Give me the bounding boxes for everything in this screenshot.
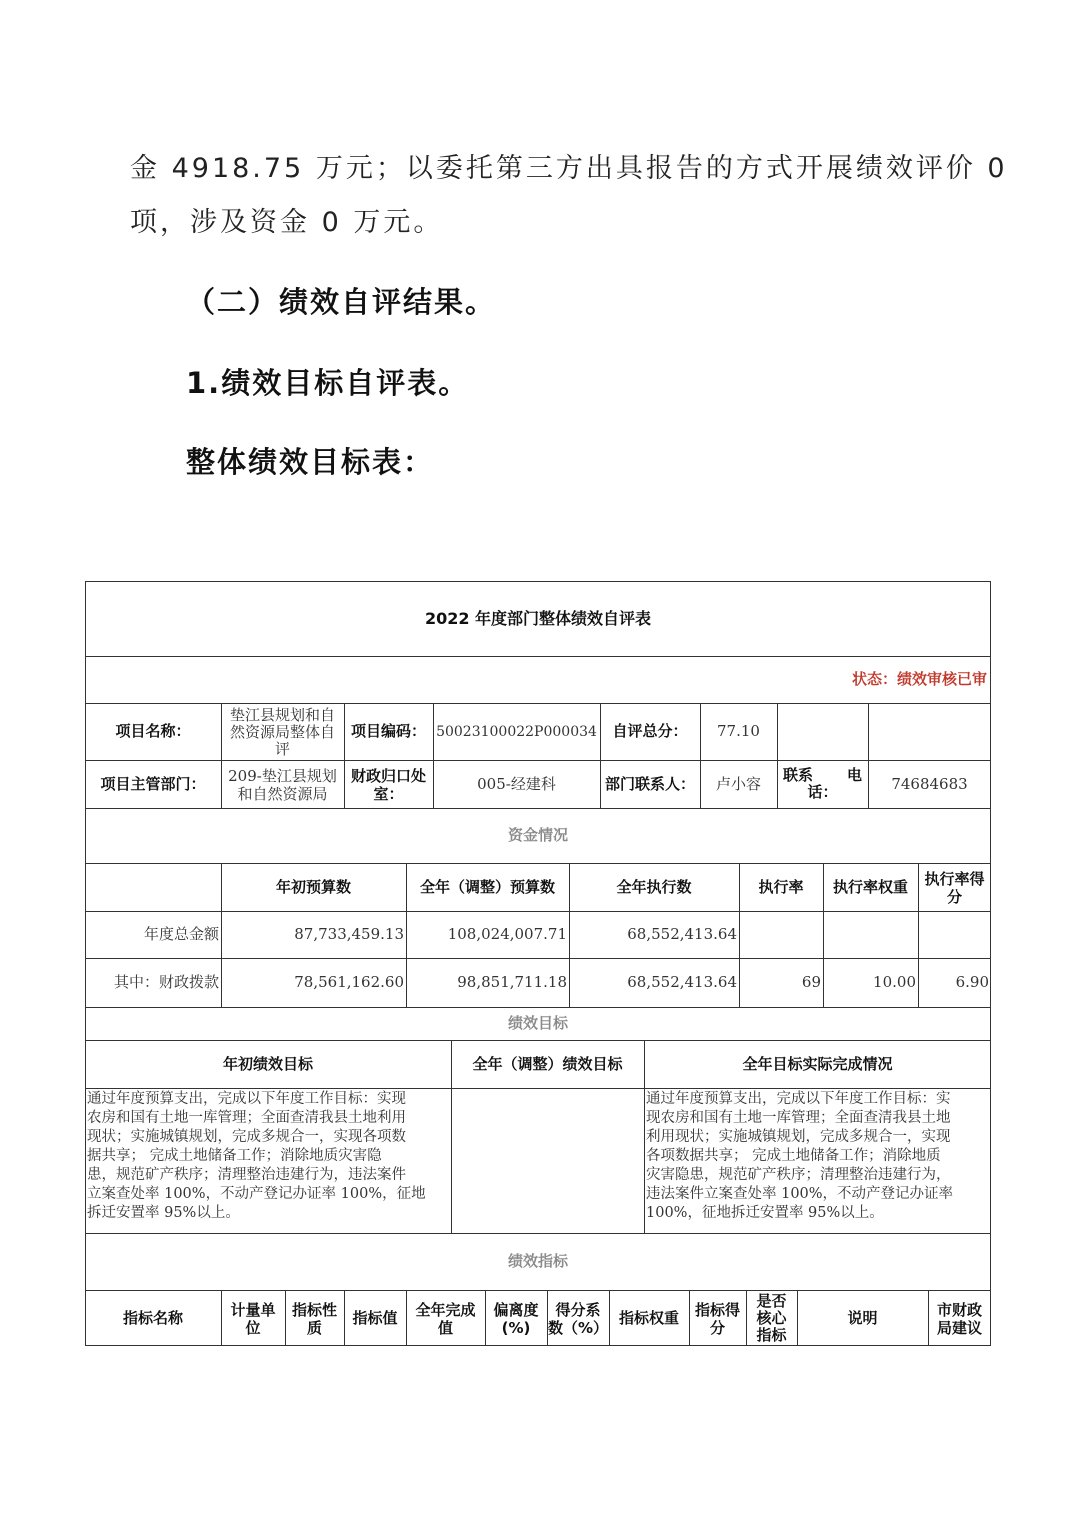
intro-line-1: 金 4918.75 万元；以委托第三方出具报告的方式开展绩效评价 0	[130, 153, 1008, 184]
ind-header-deviation: 偏离度 (%)	[493, 1300, 539, 1337]
funds-row-label: 其中：财政拨款	[113, 973, 219, 992]
funds-row-adjusted: 98,851,711.18	[457, 973, 567, 992]
funds-header-adjusted: 全年（调整）预算数	[419, 877, 555, 896]
funds-header-rate: 执行率	[758, 877, 804, 896]
phone-label: 联系 电 话：	[783, 766, 862, 802]
funds-section-title: 资金情况	[507, 826, 568, 845]
funds-row-executed: 68,552,413.64	[627, 973, 737, 992]
ind-header-advice: 市财政 局建议	[936, 1300, 982, 1337]
ind-header-unit: 计量单 位	[230, 1300, 276, 1337]
ind-header-value: 指标值	[352, 1308, 398, 1327]
indicators-section-title: 绩效指标	[507, 1252, 568, 1271]
status-label: 状态：绩效审核已审	[851, 670, 987, 689]
funds-row-score	[918, 912, 991, 958]
heading-self-table: 1.绩效目标自评表。	[186, 366, 470, 400]
dept-value: 209-垫江县规划 和自然资源局	[228, 766, 337, 803]
ind-header-note: 说明	[847, 1308, 878, 1327]
funds-row-initial: 78,561,162.60	[294, 973, 404, 992]
funds-row-label: 年度总金额	[143, 925, 219, 944]
project-code-label: 项目编码：	[350, 722, 426, 741]
funds-row-score: 6.90	[955, 973, 989, 992]
funds-header-score: 执行率得 分	[924, 869, 985, 906]
ind-header-coefficient: 得分系 数（%）	[547, 1300, 609, 1337]
ind-header-core: 是否 核心 指标	[756, 1292, 787, 1344]
goals-header-adjusted: 全年（调整）绩效目标	[472, 1054, 623, 1073]
heading-overall: 整体绩效目标表：	[186, 445, 435, 479]
heading-results: （二）绩效自评结果。	[186, 285, 497, 319]
funds-row-weight: 10.00	[873, 973, 916, 992]
funds-row-rate	[739, 912, 823, 958]
goals-initial-text: 通过年度预算支出，完成以下年度工作目标：实现 农房和国有土地一库管理；全面查清我县土地利用 现状；实施城镇规划，完成多规合一，实现各项数 据共享； 完成土地储备工作；消除地质灾害隐 患，规范矿产秩序；清理整治违建行为，违法案件 立案查处率 100%，不动产登记办证率 100%，征地 拆迁安置率 95%以上。	[87, 1091, 426, 1221]
project-code-value: 50023100022P000034	[436, 723, 597, 740]
phone-value: 74684683	[891, 774, 968, 793]
office-value: 005-经建科	[477, 774, 556, 793]
contact-value: 卢小容	[715, 774, 761, 793]
funds-row-executed: 68,552,413.64	[627, 925, 737, 944]
ind-header-score: 指标得 分	[694, 1300, 740, 1337]
goals-actual-text: 通过年度预算支出，完成以下年度工作目标：实 现农房和国有土地一库管理；全面查清我县土地 利用现状；实施城镇规划，完成多规合一，实现 各项数据共享； 完成土地储备工作；消除地质 灾害隐患，规范矿产秩序；清理整治违建行为， 违法案件立案查处率 100%，不动产登记办证率 100%，征地拆迁安置率 95%以上。	[646, 1091, 954, 1221]
dept-label: 项目主管部门：	[100, 774, 206, 793]
project-name-label: 项目名称：	[115, 722, 191, 741]
ind-header-nature: 指标性 质	[291, 1300, 337, 1337]
funds-header-weight: 执行率权重	[832, 877, 908, 896]
funds-row-initial: 87,733,459.13	[294, 925, 404, 944]
project-name-value: 垫江县规划和自 然资源局整体自 评	[229, 705, 335, 758]
ind-header-done: 全年完成 值	[415, 1300, 476, 1337]
goals-header-actual: 全年目标实际完成情况	[742, 1054, 893, 1073]
self-score-value: 77.10	[717, 722, 760, 741]
funds-row-weight	[823, 912, 918, 958]
table-title: 2022 年度部门整体绩效自评表	[424, 608, 652, 628]
ind-header-weight: 指标权重	[618, 1308, 679, 1327]
goals-header-initial: 年初绩效目标	[222, 1054, 313, 1073]
funds-header-initial: 年初预算数	[275, 877, 351, 896]
funds-row-rate: 69	[801, 973, 821, 992]
funds-row-adjusted: 108,024,007.71	[447, 925, 567, 944]
office-label: 财政归口处 室：	[350, 766, 426, 803]
funds-header-executed: 全年执行数	[616, 877, 692, 896]
intro-line-2: 项，涉及资金 0 万元。	[130, 207, 444, 238]
goals-section-title: 绩效目标	[507, 1014, 568, 1033]
ind-header-name: 指标名称	[122, 1308, 183, 1327]
self-score-label: 自评总分：	[612, 722, 688, 741]
contact-label: 部门联系人：	[604, 774, 695, 793]
